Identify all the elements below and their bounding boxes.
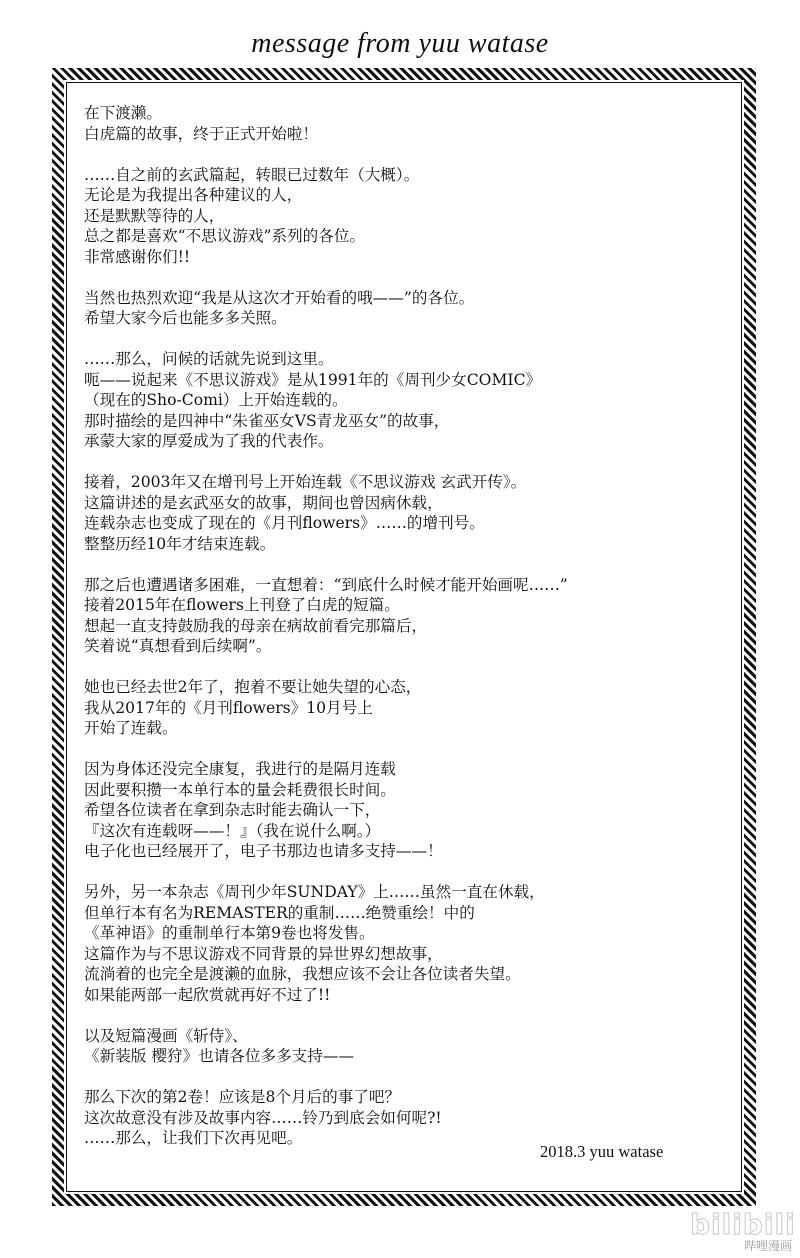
watermark-label: 哔哩漫画 bbox=[743, 1239, 792, 1253]
message-line: 这次故意没有涉及故事内容……铃乃到底会如何呢?! bbox=[84, 1108, 442, 1127]
message-line: 但单行本有名为REMASTER的重制……绝赞重绘！中的 bbox=[84, 903, 475, 922]
message-line: ……那么，问候的话就先说到这里。 bbox=[84, 350, 334, 368]
message-line: 如果能两部一起欣赏就再好不过了!! bbox=[84, 985, 331, 1004]
message-line: 她也已经去世2年了，抱着不要让她失望的心态， bbox=[84, 678, 422, 696]
message-line: 想起一直支持鼓励我的母亲在病故前看完那篇后， bbox=[84, 616, 428, 635]
message-paragraph bbox=[84, 1087, 724, 1149]
message-line: 呃——说起来《不思议游戏》是从1991年的《周刊少女COMIC》 bbox=[84, 370, 542, 389]
message-line: 这篇作为与不思议游戏不同背景的异世界幻想故事， bbox=[84, 944, 443, 963]
message-line: 还是默默等待的人， bbox=[84, 206, 225, 225]
message-paragraph bbox=[84, 677, 724, 739]
message-line: ……自之前的玄武篇起，转眼已过数年（大概）。 bbox=[84, 165, 420, 184]
message-paragraph bbox=[84, 759, 724, 862]
message-paragraph bbox=[84, 882, 724, 1005]
message-line: 白虎篇的故事，终于正式开始啦！ bbox=[84, 124, 318, 143]
message-paragraph bbox=[84, 165, 724, 268]
message-paragraph bbox=[84, 349, 724, 452]
message-line: 接着2015年在flowers上刊登了白虎的短篇。 bbox=[84, 596, 400, 614]
page-title: message from yuu watase bbox=[251, 28, 549, 59]
message-line: 在下渡濑。 bbox=[84, 104, 162, 122]
message-line: 笑着说“真想看到后续啊”。 bbox=[84, 637, 272, 655]
message-line: 无论是为我提出各种建议的人， bbox=[84, 186, 303, 204]
message-line: 因此要积攒一本单行本的量会耗费很长时间。 bbox=[84, 780, 396, 799]
message-line: 非常感谢你们!! bbox=[84, 247, 191, 266]
message-line: 整整历经10年才结束连载。 bbox=[84, 534, 276, 553]
message-paragraph bbox=[84, 575, 724, 657]
message-line: 因为身体还没完全康复，我进行的是隔月连载 bbox=[84, 760, 396, 778]
message-line: 以及短篇漫画《斩侍》、 bbox=[84, 1026, 248, 1045]
message-line: 承蒙大家的厚爱成为了我的代表作。 bbox=[84, 432, 334, 450]
message-line: 另外，另一本杂志《周刊少年SUNDAY》上……虽然一直在休载， bbox=[84, 883, 545, 901]
message-line: 那之后也遭遇诸多困难，一直想着：“到底什么时候才能开始画呢……” bbox=[84, 575, 568, 594]
message-line: 这篇讲述的是玄武巫女的故事，期间也曾因病休载， bbox=[84, 493, 443, 512]
signature: 2018.3 yuu watase bbox=[540, 1142, 664, 1161]
watermark-logo: bilibili bbox=[690, 1208, 796, 1241]
message-line: （现在的Sho-Comi）上开始连载的。 bbox=[84, 391, 348, 409]
message-paragraph bbox=[84, 472, 724, 554]
message-line: 电子化也已经展开了，电子书那边也请多支持——！ bbox=[84, 842, 443, 860]
message-line: 希望各位读者在拿到杂志时能去确认一下， bbox=[84, 801, 381, 819]
message-line: 当然也热烈欢迎“我是从这次才开始看的哦——”的各位。 bbox=[84, 288, 475, 307]
message-line: 接着，2003年又在增刊号上开始连载《不思议游戏 玄武开传》。 bbox=[84, 473, 527, 491]
message-line: 总之都是喜欢“不思议游戏”系列的各位。 bbox=[84, 227, 366, 245]
message-line: 《新装版 樱狩》也请各位多多支持—— bbox=[84, 1047, 355, 1065]
message-line: 那么下次的第2卷！应该是8个月后的事了吧？ bbox=[84, 1088, 401, 1106]
message-body bbox=[84, 103, 724, 1149]
message-line: 我从2017年的《月刊flowers》10月号上 bbox=[84, 698, 373, 717]
message-line: 那时描绘的是四神中“朱雀巫女VS青龙巫女”的故事， bbox=[84, 411, 450, 430]
message-paragraph bbox=[84, 1026, 724, 1067]
message-paragraph bbox=[84, 103, 724, 144]
message-line: 流淌着的也完全是渡濑的血脉，我想应该不会让各位读者失望。 bbox=[84, 965, 521, 983]
message-line: 《革神语》的重制单行本第9卷也将发售。 bbox=[84, 924, 375, 942]
message-paragraph bbox=[84, 288, 724, 329]
message-line: 连载杂志也变成了现在的《月刊flowers》……的增刊号。 bbox=[84, 514, 485, 532]
message-line: 开始了连载。 bbox=[84, 719, 178, 737]
message-line: 『这次有连载呀——！』（我在说什么啊。） bbox=[84, 821, 381, 840]
message-line: 希望大家今后也能多多关照。 bbox=[84, 309, 287, 327]
message-line: ……那么，让我们下次再见吧。 bbox=[84, 1129, 303, 1147]
